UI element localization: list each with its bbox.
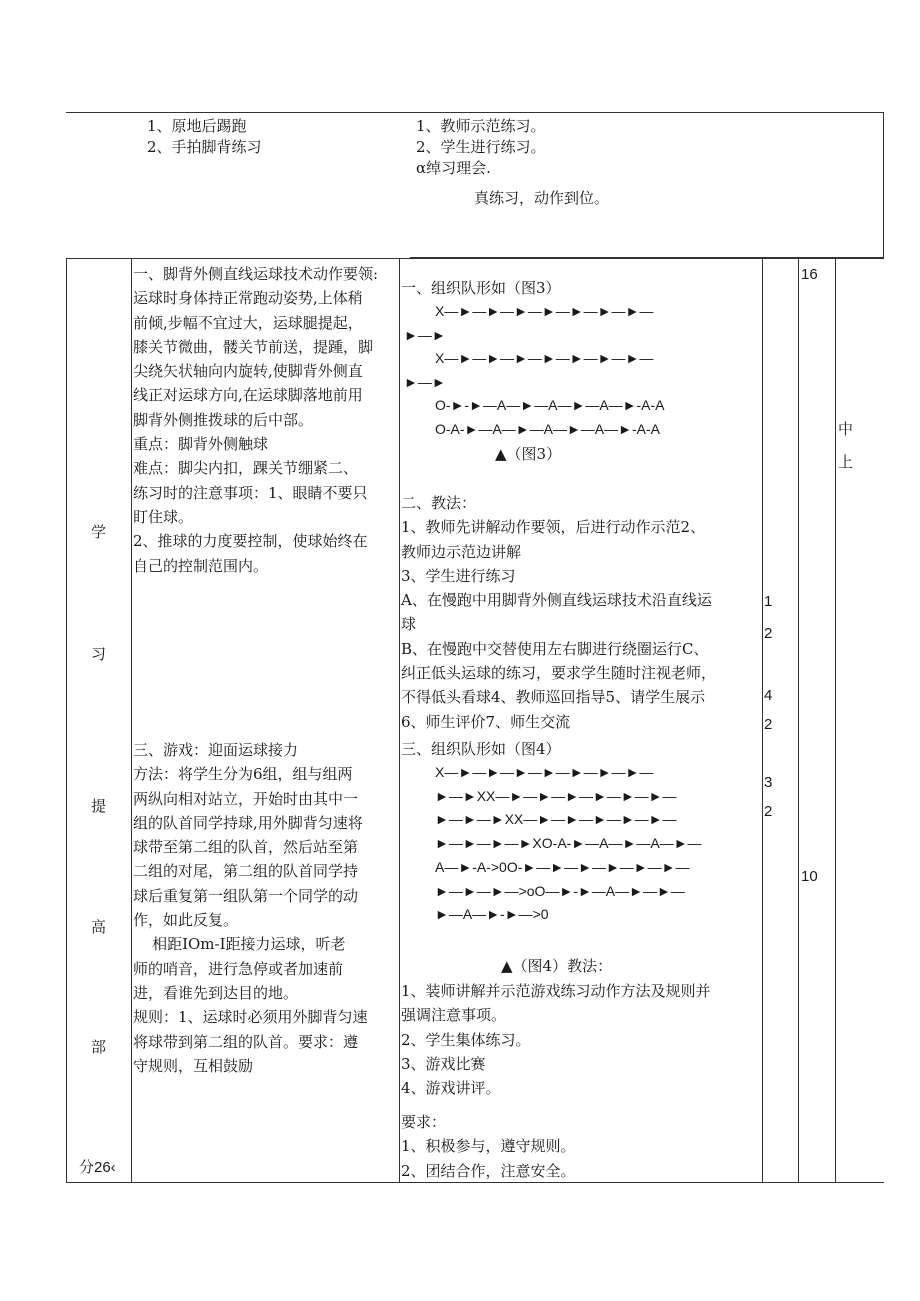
count-value: 1: [764, 593, 773, 610]
formation-line: O-►-►—A—►—A—►—A—►-A-A: [435, 397, 665, 413]
game-line: 二组的对尾，第二组的队首同学持: [133, 862, 359, 881]
requirements: [401, 1110, 576, 1183]
intensity-value: 上: [838, 453, 854, 471]
teaching-line: A、在慢跑中用脚背外侧直线运球技术沿直线运: [401, 591, 712, 610]
content-line: 重点：脚背外侧触球: [133, 435, 269, 454]
teaching-line: 1、教师先讲解动作要领，后进行动作示范2、: [401, 518, 706, 537]
stage-char-3: 提: [91, 797, 107, 815]
formation-line: ►—►XX—►—►—►—►—►—►—: [435, 787, 677, 804]
count-value: 2: [764, 803, 773, 820]
teaching-line: 6、师生评价7、师生交流: [401, 712, 571, 731]
game-line: 守规则，互相鼓励: [133, 1056, 254, 1075]
col-line-4: [762, 258, 763, 1183]
method-line: 2、学生集体练习。: [401, 1030, 531, 1049]
intensity-value: 中: [838, 420, 854, 438]
formation-line: ►—A—►-►—>0: [435, 906, 549, 923]
formation-line: ►—►—►XX—►—►—►—►—►—: [435, 811, 677, 828]
col-line-3: [399, 258, 400, 1183]
warmup-item-2: 2、手拍脚背练习: [147, 138, 262, 156]
formation-line: ►—►—►—>oO—►-►—A—►—►—: [435, 882, 685, 899]
content-line: 膝关节微曲，髅关节前送，提踵，脚: [133, 337, 374, 356]
count-value: 3: [764, 774, 773, 791]
requirement-line: 2、团结合作，注意安全。: [401, 1161, 576, 1180]
stage-time: 分26‹: [79, 1159, 116, 1176]
method-line: 3、游戏比赛: [401, 1054, 486, 1073]
game-line: 进，看谁先到达目的地。: [133, 983, 299, 1002]
top-border: [66, 112, 884, 113]
formation-line: X—►—►—►—►—►—►—►—: [435, 764, 654, 780]
content-line: 线正对运球方向,在运球脚落地前用: [133, 386, 363, 405]
game-line: 三、游戏：迎面运球接力: [133, 741, 299, 759]
col-line-6: [835, 258, 836, 1183]
teaching-line: 3、学生进行练习: [401, 566, 516, 585]
requirement-line: 要求：: [401, 1113, 447, 1131]
content-line: 盯住球。: [133, 507, 194, 526]
stage-char-5: 部: [91, 1038, 107, 1056]
warmup-method-2: 2、学生进行练习。: [416, 138, 546, 156]
game-content: [133, 738, 399, 1078]
warmup-method-1: 1、教师示范练习。: [416, 117, 546, 135]
game-line: 球带至第二组的队首，然后站至第: [133, 838, 359, 857]
game-line: 将球带到第二组的队首。要求：遵: [133, 1032, 359, 1051]
figure-3-caption: ▲（图3）: [495, 445, 562, 463]
method-line: 1、装师讲解并示范游戏练习动作方法及规则并: [401, 982, 711, 1000]
count-value: 4: [764, 687, 773, 704]
content-line: 自己的控制范围内。: [133, 556, 269, 575]
game-line: 师的哨音，进行急停或者加速前: [133, 959, 344, 978]
warmup-method-3: α绰习理会.: [416, 159, 491, 177]
teaching-method: [401, 491, 716, 734]
game-line: 相距IOm-I距接力运球，听老: [133, 935, 346, 954]
technique-content: [133, 262, 399, 578]
figure-4-caption: ▲（图4）教法：: [501, 957, 613, 975]
formation-line: O-A-►—A—►—A—►—A—►-A-A: [435, 420, 660, 437]
time-value: 10: [801, 868, 818, 885]
org-title-3: 一、组织队形如（图3）: [401, 279, 561, 297]
content-line: 运球时身体持正常跑动姿势,上体稍: [133, 289, 363, 308]
content-line: 前倾,步幅不宜过大，运球腿提起，: [133, 313, 363, 332]
content-line: 一、脚背外侧直线运球技术动作要领:: [133, 265, 379, 283]
stage-char-1: 学: [91, 523, 107, 541]
teaching-line: B、在慢跑中交替使用左右脚进行绕圈运行C、: [401, 639, 709, 658]
count-value: 2: [764, 716, 773, 733]
formation-line: X—►—►—►—►—►—►—►—: [435, 350, 654, 366]
teaching-line: 不得低头看球4、教师巡回指导5、请学生展示: [401, 688, 706, 707]
formation-line: ►—►—►—►XO-A-►—A—►—A—►—: [435, 835, 702, 852]
teaching-line: 球: [401, 615, 417, 634]
content-line: 尖绕矢状轴向内旋转,使脚背外侧直: [133, 362, 363, 381]
formation-3: [404, 300, 665, 441]
game-line: 方法：将学生分为6组，组与组两: [133, 765, 353, 784]
game-line: 作，如此反复。: [133, 911, 239, 930]
stage-char-2: 习: [91, 645, 107, 663]
col-line-2: [131, 258, 132, 1183]
method-line: 4、游戏讲评。: [401, 1079, 501, 1098]
formation-line: X—►—►—►—►—►—►—►—: [435, 303, 654, 319]
content-line: 脚背外侧推拨球的后中部。: [133, 410, 314, 429]
content-line: 2、推球的力度要控制，使球始终在: [133, 532, 368, 551]
teaching-line: 纠正低头运球的练习，要求学生随时注视老师，: [401, 664, 717, 683]
col-line-5: [798, 258, 799, 1183]
requirement-line: 1、积极参与，遵守规则。: [401, 1137, 576, 1156]
teaching-line: 二、教法：: [401, 494, 477, 512]
method-line: 强调注意事项。: [401, 1006, 507, 1025]
stage-char-4: 高: [91, 918, 107, 936]
formation-line: ►—►: [404, 326, 446, 343]
game-line: 规则：1、运球时必须用外脚背匀速: [133, 1008, 368, 1027]
formation-line: ►—►: [404, 373, 446, 390]
game-line: 两纵向相对站立，开始时由其中一: [133, 789, 359, 808]
org-title-4: 三、组织队形如（图4）: [401, 740, 561, 758]
time-value: 16: [801, 266, 818, 283]
content-line: 练习时的注意事项：1、眼睛不要只: [133, 483, 368, 502]
formation-line: A—►-A->0O-►—►—►—►—►—►—: [435, 858, 690, 875]
content-line: 难点：脚尖内扣，踝关节绷紧二、: [133, 459, 359, 478]
game-method: [401, 979, 711, 1100]
formation-4: [404, 761, 702, 927]
game-line: 球后重复第一组队第一个同学的动: [133, 886, 359, 905]
count-value: 2: [764, 625, 773, 642]
top-right-border: [883, 112, 884, 258]
warmup-item-1: 1、原地后踢跑: [147, 117, 247, 135]
warmup-method-4: 真练习，动作到位。: [474, 189, 610, 207]
game-line: 组的队首同学持球,用外脚背匀速将: [133, 813, 363, 832]
col-line-1: [66, 258, 67, 1183]
teaching-line: 教师边示范边讲解: [401, 542, 522, 561]
